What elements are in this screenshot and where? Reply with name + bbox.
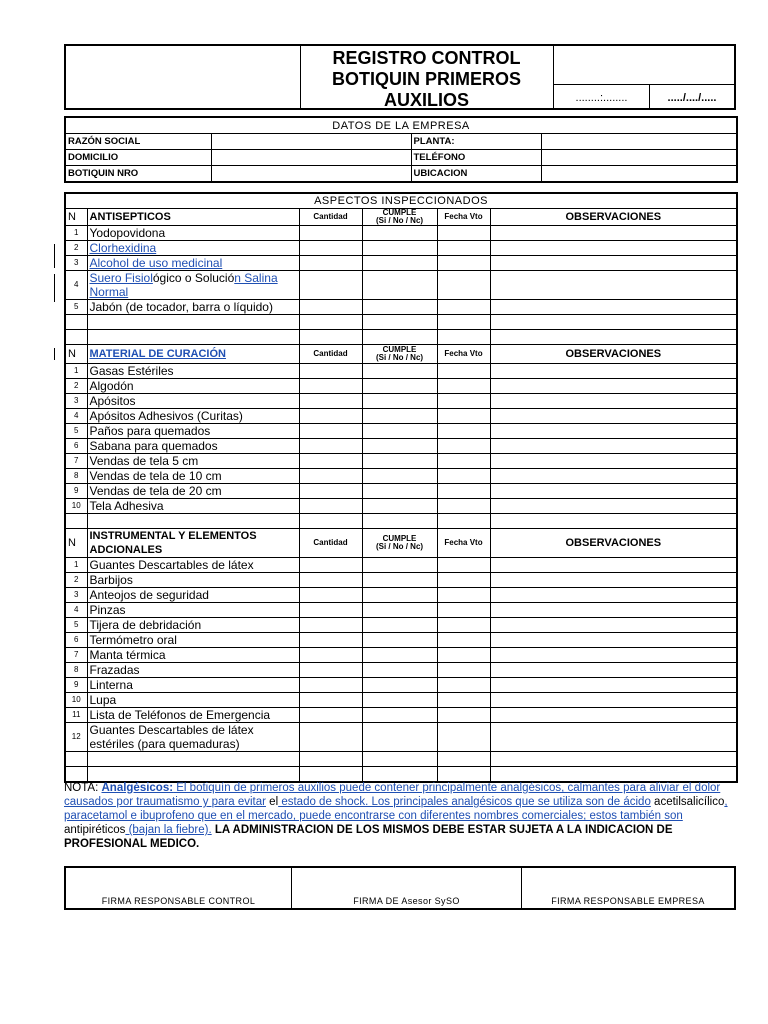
- table-row: [65, 514, 737, 529]
- table-row: 9 Linterna: [65, 678, 737, 693]
- col-fecha-header: Fecha Vto: [437, 209, 490, 226]
- table-row: 7 Vendas de tela 5 cm: [65, 454, 737, 469]
- logo-box: [66, 46, 301, 108]
- telefono-label: TELÉFONO: [411, 150, 541, 166]
- section-header-instrumental: N INSTRUMENTAL Y ELEMENTOS ADCIONALES Cantidad CUMPLE (Si / No / Nc) Fecha Vto OBSERVACIONES: [65, 529, 737, 558]
- col-obs-header: OBSERVACIONES: [490, 209, 737, 226]
- table-row: 6 Termómetro oral: [65, 633, 737, 648]
- company-data-title: DATOS DE LA EMPRESA: [65, 117, 737, 134]
- table-row: 4 Pinzas: [65, 603, 737, 618]
- form-header: [64, 44, 736, 110]
- item-label-link[interactable]: Clorhexidina: [87, 241, 299, 256]
- firma-responsable-control[interactable]: FIRMA RESPONSABLE CONTROL: [66, 868, 292, 908]
- table-row: 1 Yodopovidona: [65, 226, 737, 241]
- item-label: Tela Adhesiva: [87, 499, 299, 514]
- table-row: 9 Vendas de tela de 20 cm: [65, 484, 737, 499]
- edit-mark: [54, 348, 55, 360]
- section-header-material: N MATERIAL DE CURACIÓN Cantidad CUMPLE (Si / No / Nc) Fecha Vto OBSERVACIONES: [65, 345, 737, 364]
- table-row: 2 Clorhexidina: [65, 241, 737, 256]
- header-blank-box: [554, 46, 734, 85]
- section-header-antisepticos: [65, 209, 737, 226]
- table-row: 5 Paños para quemados: [65, 424, 737, 439]
- table-row: 2 Algodón: [65, 379, 737, 394]
- table-row: 8 Vendas de tela de 10 cm: [65, 469, 737, 484]
- table-row: 2 Barbijos: [65, 573, 737, 588]
- item-label: Algodón: [87, 379, 299, 394]
- botiquin-nro-field[interactable]: [211, 166, 411, 183]
- table-row: 3 Alcohol de uso medicinal: [65, 256, 737, 271]
- ubicacion-field[interactable]: [541, 166, 737, 183]
- table-row: 7 Manta térmica: [65, 648, 737, 663]
- item-label: Apósitos: [87, 394, 299, 409]
- firma-responsable-empresa[interactable]: FIRMA RESPONSABLE EMPRESA: [551, 896, 705, 906]
- col-n-header: N: [65, 209, 87, 226]
- item-label: Apósitos Adhesivos (Curitas): [87, 409, 299, 424]
- edit-mark: [54, 244, 55, 268]
- edit-mark: [54, 274, 55, 302]
- table-row: 10 Lupa: [65, 693, 737, 708]
- table-row: [65, 315, 737, 330]
- domicilio-label: DOMICILIO: [65, 150, 211, 166]
- inspection-table: [64, 192, 738, 783]
- telefono-field[interactable]: [541, 150, 737, 166]
- table-row: 5 Jabón (de tocador, barra o líquido): [65, 300, 737, 315]
- item-label: Paños para quemados: [87, 424, 299, 439]
- item-label: Vendas de tela de 20 cm: [87, 484, 299, 499]
- table-row: 6 Sabana para quemados: [65, 439, 737, 454]
- item-label: Gasas Estériles: [87, 364, 299, 379]
- inspection-title: ASPECTOS INSPECCIONADOS: [65, 193, 737, 209]
- item-label-link[interactable]: Alcohol de uso medicinal: [87, 256, 299, 271]
- table-row: 5 Tijera de debridación: [65, 618, 737, 633]
- planta-field[interactable]: [541, 134, 737, 150]
- form-title: [300, 46, 554, 108]
- item-label: Lupa: [87, 693, 299, 708]
- firma-asesor-syso[interactable]: FIRMA DE Asesor SySO: [292, 868, 522, 908]
- razon-social-field[interactable]: [211, 134, 411, 150]
- title-line-1: REGISTRO CONTROL: [332, 48, 521, 68]
- item-label: Sabana para quemados: [87, 439, 299, 454]
- item-label: Vendas de tela 5 cm: [87, 454, 299, 469]
- table-row: 1 Gasas Estériles: [65, 364, 737, 379]
- table-row: 11 Lista de Teléfonos de Emergencia: [65, 708, 737, 723]
- item-label: Jabón (de tocador, barra o líquido): [87, 300, 299, 315]
- botiquin-nro-label: BOTIQUIN NRO: [65, 166, 211, 183]
- table-row: [65, 767, 737, 783]
- item-label: Frazadas: [87, 663, 299, 678]
- item-label: Barbijos: [87, 573, 299, 588]
- item-label: Tijera de debridación: [87, 618, 299, 633]
- table-row: [65, 330, 737, 345]
- table-row: 3 Anteojos de seguridad: [65, 588, 737, 603]
- item-label: Guantes Descartables de látex: [87, 558, 299, 573]
- company-data-table: [64, 116, 738, 183]
- nota-paragraph: NOTA: Analgésicos: El botiquín de primeros auxilios puede contener principalmente analgésicos, calmantes para aliviar el dolor causados por traumatismo y para evitar el estado de shock. Los principales analgésicos que se utiliza son de ácido acetilsalicílico, paracetamol e ibuprofeno que en el mercado, puede encontrarse con diferentes nombres comerciales; estos también son antipiréticos (bajan la fiebre). LA ADMINISTRACION DE LOS MISMOS DEBE ESTAR SUJETA A LA INDICACION DE PROFESIONAL MEDICO.: [64, 782, 728, 850]
- table-row: 8 Frazadas: [65, 663, 737, 678]
- table-row: 1 Guantes Descartables de látex: [65, 558, 737, 573]
- time-field[interactable]: ........:........: [554, 84, 650, 108]
- planta-label: PLANTA:: [411, 134, 541, 150]
- item-label: Manta térmica: [87, 648, 299, 663]
- instrumental-title: INSTRUMENTAL Y ELEMENTOS ADCIONALES: [87, 529, 299, 558]
- col-cantidad-header: Cantidad: [299, 209, 362, 226]
- title-line-3: AUXILIOS: [383, 90, 469, 110]
- item-label: Linterna: [87, 678, 299, 693]
- title-line-2: BOTIQUIN PRIMEROS: [331, 69, 521, 89]
- col-cumple-header: CUMPLE (Si / No / Nc): [362, 209, 437, 226]
- table-row: 3 Apósitos: [65, 394, 737, 409]
- item-label: Guantes Descartables de látex estériles (para quemaduras): [87, 723, 299, 752]
- item-label: Pinzas: [87, 603, 299, 618]
- table-row: 12 Guantes Descartables de látex estériles (para quemaduras): [65, 723, 737, 752]
- signature-block: [64, 866, 736, 910]
- item-label: Lista de Teléfonos de Emergencia: [87, 708, 299, 723]
- table-row: 4 Suero Fisiológico o Solución Salina Normal: [65, 271, 737, 300]
- date-field[interactable]: ...../..../.....: [667, 92, 717, 104]
- item-label: Termómetro oral: [87, 633, 299, 648]
- table-row: 4 Apósitos Adhesivos (Curitas): [65, 409, 737, 424]
- material-curacion-title[interactable]: MATERIAL DE CURACIÓN: [87, 345, 299, 364]
- domicilio-field[interactable]: [211, 150, 411, 166]
- table-row: 10 Tela Adhesiva: [65, 499, 737, 514]
- item-label: Yodopovidona: [87, 226, 299, 241]
- item-label: Suero Fisiológico o Solución Salina Normal: [87, 271, 299, 300]
- table-row: [65, 752, 737, 767]
- antisepticos-title: ANTISEPTICOS: [87, 209, 299, 226]
- item-label: Vendas de tela de 10 cm: [87, 469, 299, 484]
- ubicacion-label: UBICACION: [411, 166, 541, 183]
- razon-social-label: RAZÓN SOCIAL: [65, 134, 211, 150]
- item-label: Anteojos de seguridad: [87, 588, 299, 603]
